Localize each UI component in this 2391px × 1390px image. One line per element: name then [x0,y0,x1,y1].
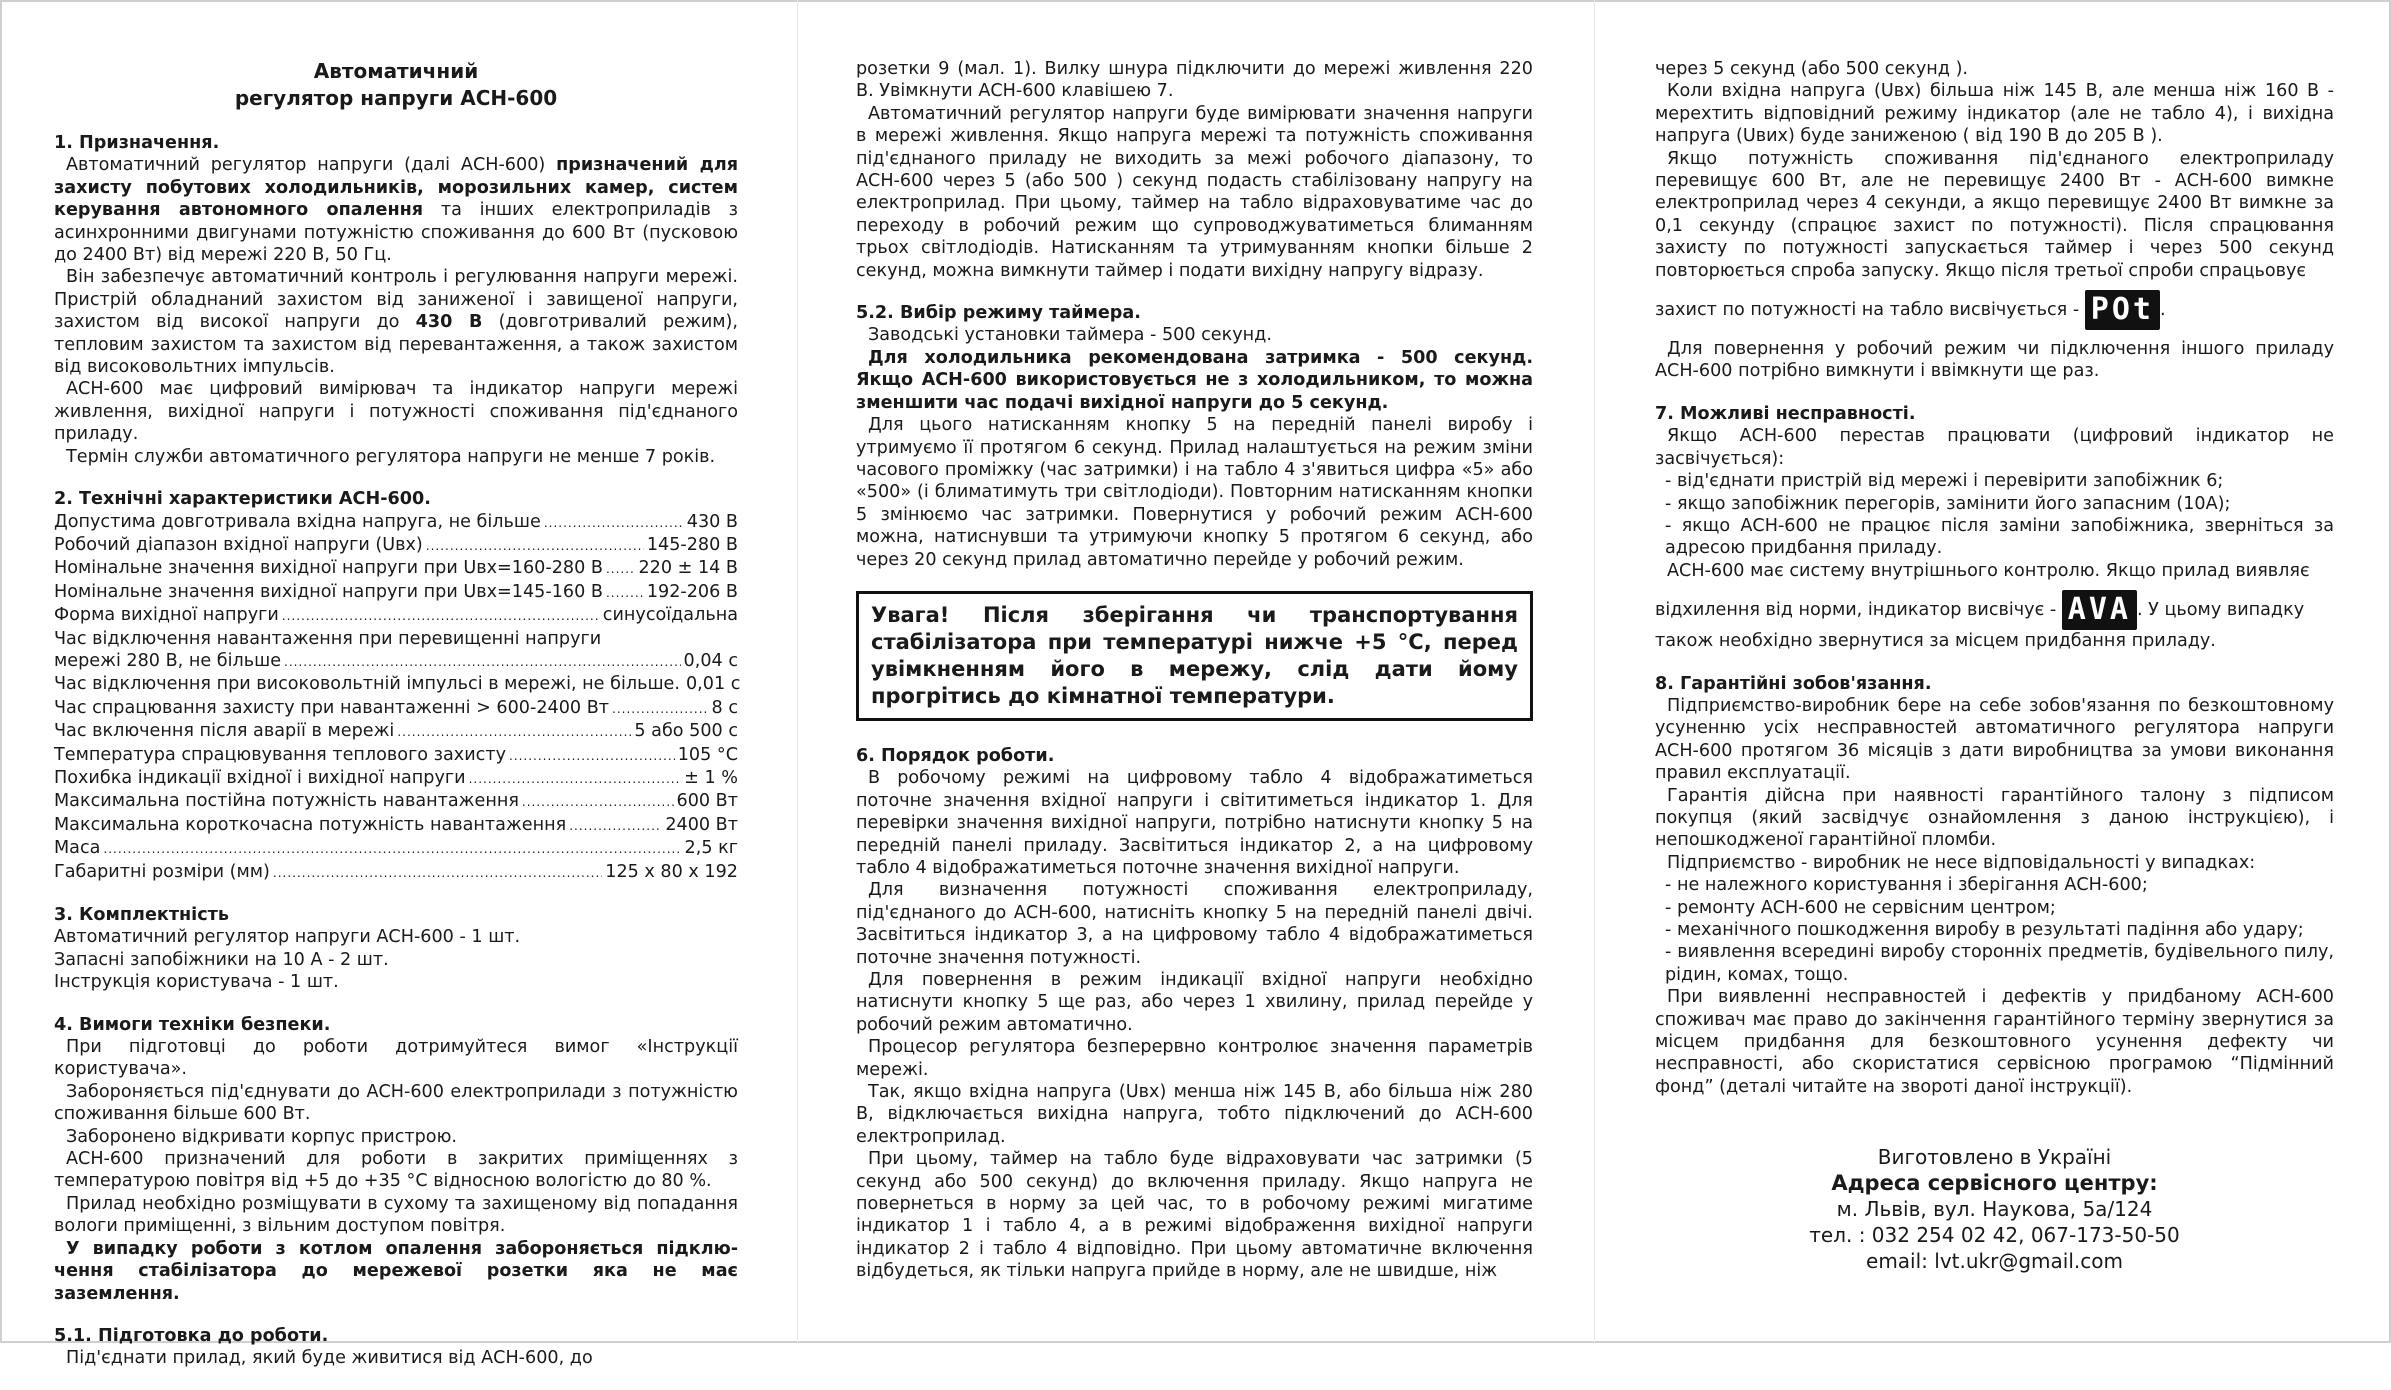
spec-label: Похибка індикації вхідної і вихідної напруги [54,767,466,788]
list-item: - якщо запобіжник перегорів, замінити його запасним (10А); [1665,493,2231,514]
title-line-1: Автоматичний [313,59,479,83]
section-preparation [54,1325,738,1370]
paragraph: через 5 секунд (або 500 секунд ). [1655,59,1969,79]
spec-label: Маса [54,838,101,859]
section-purpose [54,132,738,468]
spec-leader [612,698,708,720]
service-heading: Адреса сервісного центру: [1831,1171,2158,1196]
spec-label: Максимальна короткочасна потужність навантаження [54,814,567,835]
section-heading: 5.2. Вибір режиму таймера. [856,303,1141,324]
email: email: lvt.ukr@gmail.com [1866,1249,2123,1274]
list-item: Інструкція користувача - 1 шт. [54,972,339,993]
spec-row [54,557,738,580]
text-bold: 430 В [415,312,483,333]
spec-list [54,650,741,884]
period: . [2159,300,2166,321]
spec-label: Час спрацювання захисту при навантаженні > 600-2400 Вт [54,697,610,718]
spec-value: 8 с [711,697,738,718]
paragraph: Для повернення у робочий режим чи підключення іншого приладу АСН-600 потрібно вимкнути і ввімкнути ще раз. [1655,339,2334,382]
spec-leader [606,582,644,604]
column-1 [54,58,741,1390]
column-3 [1655,58,2334,1274]
address: м. Львів, вул. Наукова, 5а/124 [1836,1197,2153,1222]
section-contents [54,904,738,994]
paragraph-bold: У випадку роботи з котлом опалення забороняється підклю-чення стабілізатора до мережевої розетки яка не має заземлення. [54,1238,738,1304]
spec-leader [606,558,636,580]
text: . У цьому випадку також необхідно звернутися за місцем придбання приладу. [1655,600,2305,652]
spec-value: 0,01 с [685,674,741,695]
spec-value: 125 х 80 х 192 [605,861,738,882]
section-operation [856,745,1533,1283]
spec-row [54,814,738,837]
paragraph: В робочому режимі на цифровому табло 4 відображатиметься поточне значення вхідної напруги і світитиметься індикатор 1. Для перевірки значення вихідної напруги, потрібно натиснути кнопку 5 на передній панелі приладу. Засвітиться індикатор 2, а на цифровому табло 4 відображатиметься поточне значення вихідної напруги. [856,768,1533,878]
paragraph: Автоматичний регулятор напруги буде вимірювати значення напруги в мережі живлення. Якщо напруга мережі та потужність споживання під'єднаного приладу не виходить за межі робочого діапазону, то АСН-600 через 5 (або 500 ) секунд подасть стабілізовану напругу на електроприлад. При цьому, таймер на табло відраховуватиме час до переходу в робочий режим що супроводжуватиметься блиманням трьох світлодіодів. Натисканням та утримуванням кнопки більше 2 секунд, можна вимкнути таймер і подати вихідну напругу відразу. [856,103,1533,281]
warning-box: Увага! Після зберігання чи транспортування стабілізатора при температурі нижче +5 °С, перед увімкненням його в мережу, слід дати йому прогрітись до кімнатної температури. [856,591,1533,721]
spec-label: Максимальна постійна потужність навантаження [54,791,519,812]
paragraph: Для цього натисканням кнопку 5 на передній панелі виробу і утримуємо її протягом 6 секунд. Прилад налаштується на режим зміни часового проміжку (час затримки) і на табло 4 з'явиться цифра «5» або «500» (і блиматимуть три світлодіоди). Повторним натисканням кнопки 5 змінюємо час затримки. Повернутися у робочий режим АСН-600 можна, натиснувши та утримуючи кнопку 5 протягом 6 секунд, або через 20 секунд прилад автоматично перейде у робочий режим. [856,415,1533,570]
section-safety [54,1014,738,1305]
paragraph: Процесор регулятора безперервно контролює значення параметрів мережі. [856,1037,1533,1080]
spec-row [54,861,738,884]
paragraph: Якщо потужність споживання під'єднаного електроприладу перевищує 600 Вт, але не перевищує 2400 Вт - АСН-600 вимкне електроприлад через 4 секунди, а якщо перевищує 2400 Вт вимкне за 0,1 секунду (спрацює захист по потужності). Після спрацювання захисту по потужності запускається таймер і через 500 секунд повторюється спроба запуску. Якщо після третьої спроби спрацьовує [1655,148,2334,281]
paragraph: Під'єднати прилад, який буде живитися від АСН-600, до [66,1348,593,1369]
text: (довготривалий режим), тепловим захистом та захистом від перевантаження, а також захистом від високовольтних імпульсів. [54,312,739,378]
paragraph: Так, якщо вхідна напруга (Uвх) менша ніж 145 В, або більша ніж 280 В, відключається вихідна напруга, тобто підключений до АСН-600 електроприлад. [856,1082,1533,1147]
paragraph: Коли вхідна напруга (Uвх) більша ніж 145 В, але менша ніж 160 В - мерехтить відповідний режиму індикатор (але не табло 4), і вихідна напруга (Uвих) буде заниженою ( від 190 В до 205 В ). [1655,81,2334,147]
spec-value: синусоїдальна [602,605,738,626]
paragraph [54,154,738,266]
spec-label: Допустима довготривала вхідна напруга, не більше [54,511,541,532]
section-timer [856,302,1533,571]
spec-row [54,744,738,767]
spec-value: 5 або 500 с [634,721,738,742]
spec-leader [544,512,684,534]
paragraph: При підготовці до роботи дотримуйтеся вимог «Інструкції користувача». [54,1037,738,1080]
phone: тел. : 032 254 02 42, 067-173-50-50 [1809,1223,2180,1248]
spec-value: ± 1 % [684,767,738,788]
spec-leader [103,838,681,860]
text: Автоматичний регулятор напруги (далі АСН-600) [66,155,557,176]
fold-line-right [1594,0,1595,1343]
spec-label: Час відключення при високовольтній імпульсі в мережі, не більше. [54,674,680,695]
spec-row [54,511,738,534]
paragraph: розетки 9 (мал. 1). Вилку шнура підключити до мережі живлення 220 В. Увімкнути АСН-600 клавішею 7. [856,59,1533,102]
section-heading: 2. Технічні характеристики АСН-600. [54,489,431,510]
spec-value: 105 °С [677,744,738,765]
section-heading: 1. Призначення. [54,133,220,153]
spec-row [54,581,738,604]
text: захист по потужності на табло висвічується - [1655,300,2080,321]
spec-leader [397,721,631,743]
spec-label: Габаритні розміри (мм) [54,861,270,882]
list-item: - не належного користування і зберігання АСН-600; [1665,875,2148,896]
spec-label: Робочий діапазон вхідної напруги (Uвх) [54,534,423,555]
paragraph-bold: Для холодильника рекомендована затримка - 500 секунд. Якщо АСН-600 використовується не з холодильником, то можна зменшити час подачі вихідної напруги до 5 секунд. [856,347,1533,413]
list-item: Запасні запобіжники на 10 А - 2 шт. [54,949,389,970]
paragraph: АСН-600 має систему внутрішнього контролю. Якщо прилад виявляє [1667,560,2310,581]
spec-label: мережі 280 В, не більше [54,650,282,671]
spec-value: 0,04 с [683,650,738,671]
text: відхилення від норми, індикатор висвічує - [1655,600,2057,621]
list-item: - ремонту АСН-600 не сервісним центром; [1665,897,2056,918]
spec-label: Форма вихідної напруги [54,605,279,626]
section-faults [1655,403,2334,653]
text-bold: призначений для захисту побутових холодильників, морозильних камер, систем керування автономного опалення [54,155,739,221]
paragraph: Для визначення потужності споживання електроприладу, під'єднаного до АСН-600, натисніть кнопку 5 на передній панелі двічі. Засвітиться індикатор 3, а на цифровому табло 4 відображатиметься поточне значення потужності. [856,880,1533,968]
spec-label: Номінальне значення вихідної напруги при Uвх=160-280 В [54,558,603,579]
section-heading: 3. Комплектність [54,905,229,925]
paragraph: При цьому, таймер на табло буде відраховувати час затримки (5 секунд або 500 секунд) до включення приладу. Якщо напруга не повернеться в норму за цей час, то в робочому режимі мигатиме індикатор 1 і табло 4, а в режимі відображення вихідної напруги індикатор 2 і табло 4 відповідно. При цьому автоматичне включення відбудеться, як тільки напруга прийде в норму, але не швидше, ніж [856,1149,1533,1282]
paragraph: Заборонено відкривати корпус пристрою. [66,1126,457,1147]
text: Він забезпечує автоматичний контроль і регулювання напруги мережі. Пристрій обладнаний захистом від заниженої і завищеної напруги, захистом від високої напруги до [54,267,738,333]
ava-indicator-row [1655,590,2334,652]
list-item: - механічного пошкодження виробу в результаті падіння або удару; [1665,920,2304,940]
paragraph: Забороняється під'єднувати до АСН-600 електроприлади з потужністю споживання більше 600 Вт. [54,1081,738,1125]
spec-label: Номінальне значення вихідної напруги при Uвх=145-160 В [54,581,603,602]
paragraph: Прилад необхідно розміщувати в сухому та захищеному від попадання вологи приміщенні, з вільним доступом повітря. [54,1193,738,1237]
spec-leader [522,791,674,813]
pot-indicator-row [1655,290,2334,330]
spec-row [54,837,738,860]
paragraph: Заводські установки таймера - 500 секунд. [868,325,1272,346]
spec-value: 2,5 кг [684,838,738,859]
paragraph: Підприємство - виробник не несе відповідальності у випадках: [1667,852,2256,873]
spec-value: 2400 Вт [665,814,738,835]
section-heading: 8. Гарантійні зобов'язання. [1655,673,1932,694]
spec-label: Температура спрацювування теплового захисту [54,744,506,765]
section-heading: 5.1. Підготовка до роботи. [54,1325,329,1346]
made-in: Виготовлено в Україні [1877,1145,2112,1170]
spec-value: 430 В [686,511,738,532]
spec-row [54,534,738,557]
spec-leader [284,651,681,673]
fold-line-left [797,0,798,1343]
display-ava-icon: AVA [2062,590,2137,630]
paragraph: Для повернення в режим індикації вхідної напруги необхідно натиснути кнопку 5 ще раз, або через 1 хвилину, прилад перейде у робочий режим автоматично. [856,970,1533,1035]
paragraph: Підприємство-виробник бере на себе зобов'язання по безкоштовному усуненню усіх несправностей автоматичного регулятора напруги АСН-600 протягом 36 місяців з дати виробництва за умови виконання правил експлуатації. [1655,695,2334,784]
spec-value: 192-206 В [646,581,738,602]
spec-leader [509,745,675,767]
spec-leader [469,768,682,790]
spec-row [54,650,738,673]
list-item: - якщо АСН-600 не працює після заміни запобіжника, зверніться за адресою придбання приладу. [1665,515,2334,559]
spec-value: 145-280 В [646,534,738,555]
paragraph: При виявленні несправностей і дефектів у придбаному АСН-600 споживач має право до закінчення гарантійного терміну звернутися за місцем придбання для безкоштовного усунення дефекту чи несправності, або скористатися сервісною програмою “Підмінний фонд” (деталі читайте на звороті даної інструкції). [1655,987,2334,1097]
paragraph: Якщо АСН-600 перестав працювати (цифровий індикатор не засвічується): [1655,426,2334,469]
spec-list [54,511,738,628]
spec-note: Час відключення навантаження при перевищенні напруги [54,628,602,649]
list-item: Автоматичний регулятор напруги АСН-600 - 1 шт. [54,927,521,948]
section-operation-cont [1655,58,2334,383]
section-preparation-cont [856,58,1533,282]
spec-row [54,720,738,743]
column-2 [856,58,1533,1303]
display-pot-icon: POt [2085,290,2160,330]
spec-leader [273,862,602,884]
title-line-2: регулятор напруги АСН-600 [234,86,558,110]
paragraph: АСН-600 призначений для роботи в закритих приміщеннях з температурою повітря від +5 до +35 °С відносною вологістю до 80 %. [54,1149,738,1192]
spec-leader [282,605,600,627]
section-warranty [1655,673,2334,1099]
list-item: - виявлення всередині виробу сторонніх предметів, будівельного пилу, рідин, комах, тощо. [1665,942,2334,985]
section-heading: 6. Порядок роботи. [856,745,1055,766]
paragraph: Термін служби автоматичного регулятора напруги не менше 7 років. [66,446,716,467]
spec-row [54,790,738,813]
section-heading: 7. Можливі несправності. [1655,403,1916,424]
spec-row [54,604,738,627]
spec-value: 600 Вт [676,791,738,812]
spec-row [54,767,738,790]
text: та інших електроприладів з асинхронними двигунами потужністю споживання до 600 Вт (пусковою до 2400 Вт) від мережі 220 В, 50 Гц. [54,200,738,266]
footer [1655,1144,2334,1274]
spec-leader [569,815,662,837]
paragraph [54,266,738,378]
section-heading: 4. Вимоги техніки безпеки. [54,1014,331,1035]
list-item: - від'єднати пристрій від мережі і перевірити запобіжник 6; [1665,471,2224,492]
paragraph: АСН-600 має цифровий вимірювач та індикатор напруги мережі живлення, вихідної напруги і потужності споживання під'єднаного приладу. [54,379,738,445]
spec-value: 220 ± 14 В [638,558,738,579]
section-specs [54,488,741,884]
paragraph: Гарантія дійсна при наявності гарантійного талону з підписом покупця (який засвідчує ознайомлення з даною інструкцією), і непошкодженої гарантійної пломби. [1655,785,2334,851]
spec-row [54,673,741,696]
document-title [54,58,738,112]
spec-row [54,697,738,720]
spec-label: Час включення після аварії в мережі [54,721,395,742]
spec-leader [426,535,644,557]
